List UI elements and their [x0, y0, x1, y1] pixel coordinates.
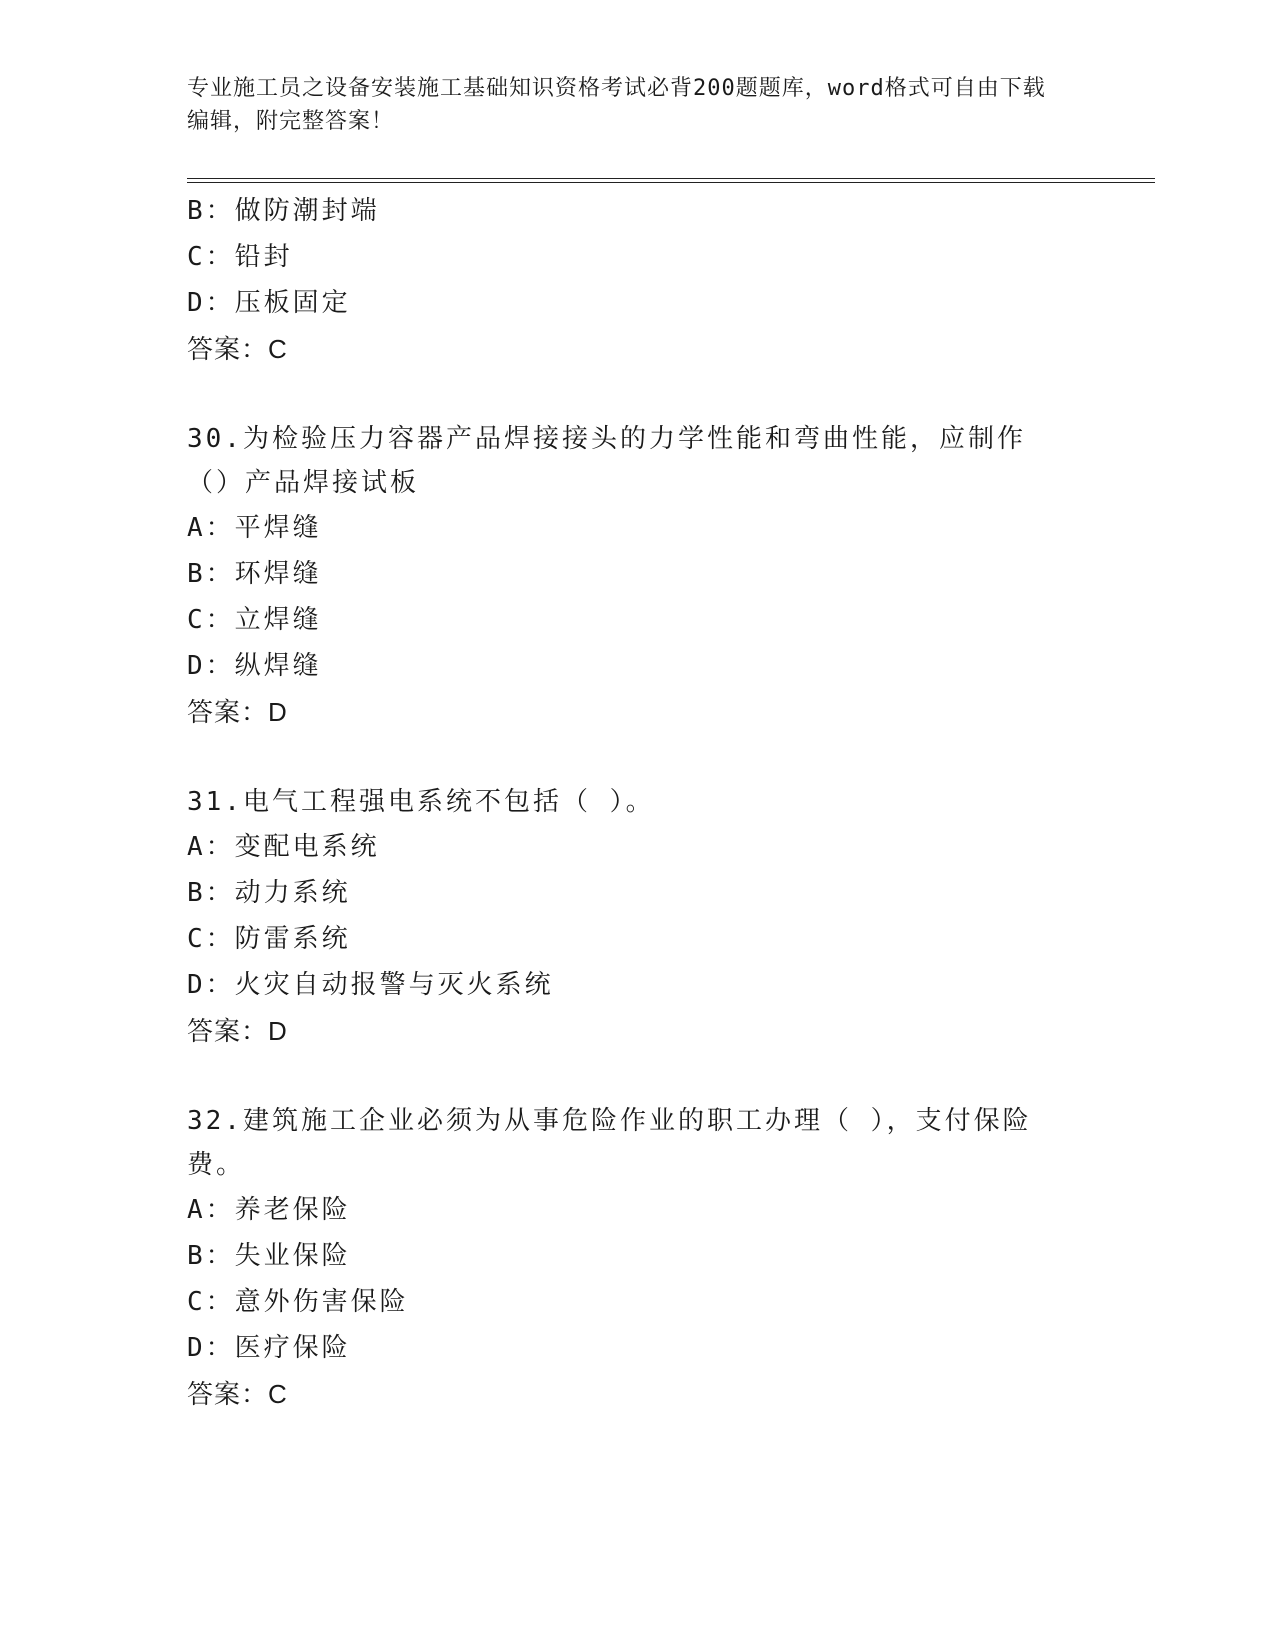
- question-32: [187, 1099, 1087, 1417]
- option-a: A：平焊缝: [187, 513, 322, 543]
- answer-line: 答案：C: [187, 334, 288, 364]
- option-c: C：防雷系统: [187, 924, 351, 954]
- answer-line: 答案：C: [187, 1379, 288, 1409]
- question-stem: 30.为检验压力容器产品焊接接头的力学性能和弯曲性能，应制作（）产品焊接试板: [187, 424, 1026, 498]
- option-b: B：环焊缝: [187, 559, 322, 589]
- question-31: [187, 780, 1087, 1054]
- option-d: D：医疗保险: [187, 1333, 351, 1363]
- partial-question: [187, 188, 1087, 372]
- document-header: 专业施工员之设备安装施工基础知识资格考试必背200题题库，word格式可自由下载编辑，附完整答案！: [187, 76, 1046, 134]
- option-d: D：火灾自动报警与灭火系统: [187, 970, 554, 1000]
- option-d: D：纵焊缝: [187, 651, 322, 681]
- option-b: B：做防潮封端: [187, 196, 380, 226]
- option-c: C：立焊缝: [187, 605, 322, 635]
- question-stem: 32.建筑施工企业必须为从事危险作业的职工办理（ ），支付保险费。: [187, 1106, 1032, 1180]
- question-list: [187, 188, 1087, 1417]
- option-a: A：变配电系统: [187, 832, 380, 862]
- option-b: B：动力系统: [187, 878, 351, 908]
- option-d: D：压板固定: [187, 288, 351, 318]
- option-c: C：铅封: [187, 242, 293, 272]
- option-c: C：意外伤害保险: [187, 1287, 409, 1317]
- option-a: A：养老保险: [187, 1195, 351, 1225]
- header-divider-top: [187, 178, 1155, 179]
- header-divider-bottom: [187, 182, 1155, 183]
- question-30: [187, 417, 1087, 735]
- answer-line: 答案：D: [187, 1016, 288, 1046]
- answer-line: 答案：D: [187, 697, 288, 727]
- question-stem: 31.电气工程强电系统不包括（ ）。: [187, 787, 655, 817]
- option-b: B：失业保险: [187, 1241, 351, 1271]
